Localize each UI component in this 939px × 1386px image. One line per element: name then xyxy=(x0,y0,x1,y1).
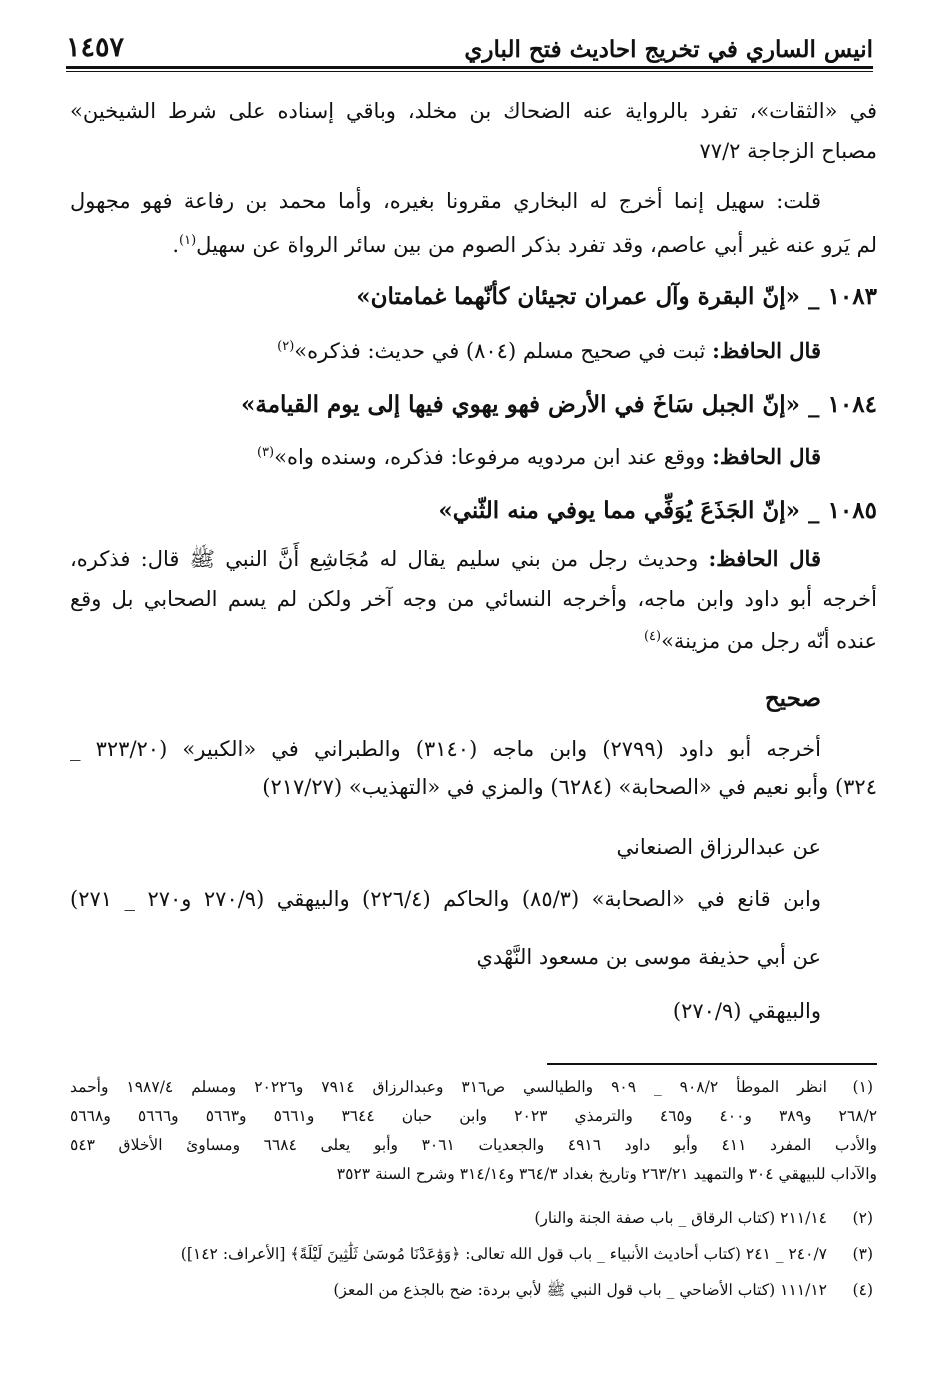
paragraph-period: . xyxy=(172,233,180,257)
footnote-line: ٢٤٠/٧ _ ٢٤١ (كتاب أحاديث الأنبياء _ باب قول الله تعالى: ﴿وَوَٰعَدْنَا مُوسَىٰ ثَلَٰثِينَ لَيْلَةً﴾ [الأعراف: ١٤٢]) xyxy=(180,1245,827,1263)
page-header xyxy=(66,28,873,68)
paragraph-line: مصباح الزجاجة ٧٧/٢ xyxy=(699,139,877,163)
takhrij-line: أخرجه أبو داود (٢٧٩٩) وابن ماجه (٣١٤٠) والطبراني في «الكبير» (٣٢٣/٢٠ _ xyxy=(70,737,821,761)
paragraph-line: قلت: سهيل إنما أخرج له البخاري مقرونا بغيره، وأما محمد بن رفاعة فهو مجهول xyxy=(70,189,821,213)
footnote-number: (١) xyxy=(852,1078,873,1096)
header-rule xyxy=(66,66,873,69)
footnote-line: انظر الموطأ ٩٠٨/٢ _ ٩٠٩ والطيالسي ص٣١٦ وعبدالرزاق ٧٩١٤ و٢٠٢٢٦ ومسلم ١٩٨٧/٤ وأحمد xyxy=(70,1078,827,1096)
grade-heading: صحيح xyxy=(764,685,821,712)
takhrij-line: عن أبي حذيفة موسى بن مسعود النَّهْدي xyxy=(476,945,821,969)
running-title: انيس الساري في تخريج احاديث فتح الباري xyxy=(464,36,873,63)
hafiz-note-1083 xyxy=(277,332,821,366)
paragraph-line xyxy=(172,226,877,260)
hafiz-text: وحديث رجل من بني سليم يقال له مُجَاشِع أَنَّ النبي ﷺ قال: فذكره، xyxy=(70,547,699,571)
paragraph-line xyxy=(644,622,877,656)
hafiz-note-1084 xyxy=(257,438,821,472)
takhrij-line: عن عبدالرزاق الصنعاني xyxy=(616,835,821,859)
takhrij-line: والبيهقي (٢٧٠/٩) xyxy=(672,999,821,1023)
footnote-line: والآداب للبيهقي ٣٠٤ والتمهيد ٢٦٣/٢١ وتاريخ بغداد ٣٦٤/٣ و٣١٤/١٤ وشرح السنة ٣٥٢٣ xyxy=(336,1165,877,1183)
hadith-heading-1084: ١٠٨٤ _ «إنّ الجبل سَاخَ في الأرض فهو يهوي فيها إلى يوم القيامة» xyxy=(241,391,877,418)
hafiz-text: ثبت في صحيح مسلم (٨٠٤) في حديث: فذكره» xyxy=(294,339,706,363)
footnote-line: ٢١١/١٤ (كتاب الرقاق _ باب صفة الجنة والنار) xyxy=(534,1209,827,1227)
footnote-number: (٢) xyxy=(852,1209,873,1227)
takhrij-line: وابن قانع في «الصحابة» (٨٥/٣) والحاكم (٢٢٦/٤) والبيهقي (٢٧٠/٩ و٢٧٠ _ ٢٧١) xyxy=(70,887,821,911)
paragraph-text: لم يَرو عنه غير أبي عاصم، وقد تفرد بذكر الصوم من بين سائر الرواة عن سهيل xyxy=(196,233,877,257)
footnote-marker: (١) xyxy=(179,233,197,248)
footnote-marker: (٢) xyxy=(277,339,295,354)
footnote-separator xyxy=(547,1063,877,1065)
header-rule-thin xyxy=(66,71,873,72)
hafiz-label: قال الحافظ: xyxy=(712,338,821,363)
hadith-heading-1083: ١٠٨٣ _ «إنّ البقرة وآل عمران تجيئان كأنّهما غمامتان» xyxy=(356,283,877,310)
footnote-marker: (٤) xyxy=(643,629,662,644)
hadith-heading-1085: ١٠٨٥ _ «إنّ الجَذَعَ يُوَفِّي مما يوفي منه الثّني» xyxy=(438,497,877,524)
paragraph-line: في «الثقات»، تفرد بالرواية عنه الضحاك بن مخلد، وباقي إسناده على شرط الشيخين» xyxy=(70,99,877,123)
footnote-line: والأدب المفرد ٤١١ وأبو داود ٤٩١٦ والجعديات ٣٠٦١ وأبو يعلى ٦٦٨٤ ومساوئ الأخلاق ٥٤٣ xyxy=(70,1136,877,1154)
footnote-number: (٤) xyxy=(852,1281,873,1299)
page-number: ١٤٥٧ xyxy=(66,32,125,63)
hafiz-label: قال الحافظ: xyxy=(712,444,821,469)
paragraph-line: أخرجه أبو داود وابن ماجه، وأخرجه النسائي من وجه آخر ولكن لم يسم الصحابي بل وقع xyxy=(70,587,877,611)
hafiz-label: قال الحافظ: xyxy=(708,546,821,571)
hafiz-note-1085 xyxy=(70,544,821,574)
footnote-number: (٣) xyxy=(852,1245,873,1263)
hafiz-text: ووقع عند ابن مردويه مرفوعا: فذكره، وسنده واه» xyxy=(274,445,706,469)
footnote-marker: (٣) xyxy=(256,445,275,460)
footnote-line: ١١١/١٢ (كتاب الأضاحي _ باب قول النبي ﷺ لأبي بردة: ضح بالجذع من المعز) xyxy=(333,1281,827,1299)
takhrij-line: ٣٢٤) وأبو نعيم في «الصحابة» (٦٢٨٤) والمزي في «التهذيب» (٢١٧/٢٧) xyxy=(262,775,877,799)
footnote-line: ٢٦٨/٢ و٣٨٩ و٤٠٠ و٤٦٥ والترمذي ٢٠٢٣ وابن حبان ٣٦٤٤ و٥٦٦١ و٥٦٦٣ و٥٦٦٦ و٥٦٦٨ xyxy=(70,1107,878,1125)
paragraph-text: عنده أنّه رجل من مزينة» xyxy=(661,629,877,653)
